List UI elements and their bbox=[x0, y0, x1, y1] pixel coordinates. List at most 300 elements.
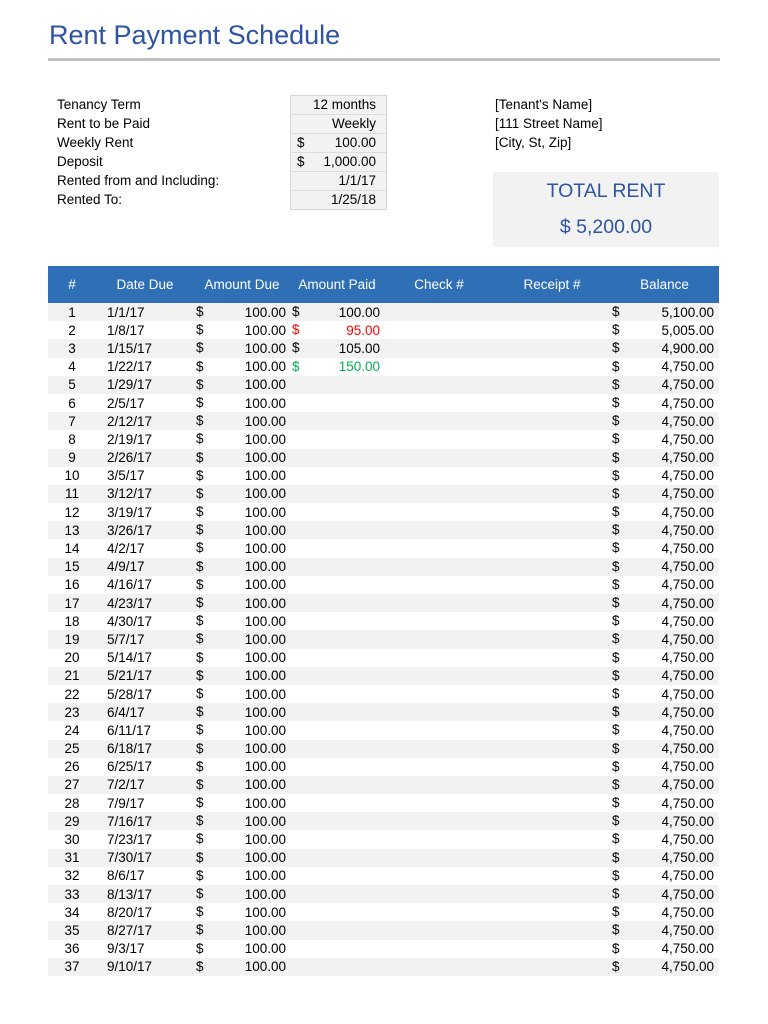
row-number-cell[interactable]: 37 bbox=[48, 958, 96, 976]
currency-symbol: $ bbox=[612, 813, 620, 829]
check-number-cell[interactable] bbox=[384, 776, 494, 794]
check-number-cell[interactable] bbox=[384, 903, 494, 921]
check-number-cell[interactable] bbox=[384, 612, 494, 630]
balance-cell[interactable] bbox=[610, 321, 719, 339]
check-number-cell[interactable] bbox=[384, 758, 494, 776]
amount-paid-cell[interactable] bbox=[290, 812, 384, 830]
receipt-number-cell[interactable] bbox=[494, 339, 610, 357]
balance-cell[interactable] bbox=[610, 830, 719, 848]
amount-paid-cell[interactable] bbox=[290, 849, 384, 867]
date-due-cell[interactable]: 7/30/17 bbox=[96, 849, 194, 867]
currency-symbol: $ bbox=[196, 431, 204, 447]
receipt-number-cell[interactable] bbox=[494, 412, 610, 430]
amount-due-cell[interactable] bbox=[194, 339, 290, 357]
row-number-cell[interactable]: 29 bbox=[48, 812, 96, 830]
currency-symbol: $ bbox=[612, 867, 620, 883]
deposit-cell[interactable] bbox=[291, 153, 386, 172]
weekly-rent-cell[interactable] bbox=[291, 134, 386, 153]
amount-paid-cell[interactable] bbox=[290, 412, 384, 430]
check-number-cell[interactable] bbox=[384, 849, 494, 867]
receipt-number-cell[interactable] bbox=[494, 539, 610, 557]
amount-due-value: 100.00 bbox=[244, 504, 286, 520]
check-number-cell[interactable] bbox=[384, 740, 494, 758]
row-number-cell[interactable]: 32 bbox=[48, 867, 96, 885]
amount-paid-cell[interactable] bbox=[290, 867, 384, 885]
balance-cell[interactable] bbox=[610, 412, 719, 430]
balance-cell[interactable] bbox=[610, 430, 719, 448]
check-number-cell[interactable] bbox=[384, 376, 494, 394]
date-due-cell[interactable]: 8/27/17 bbox=[96, 921, 194, 939]
receipt-number-cell[interactable] bbox=[494, 940, 610, 958]
amount-due-cell[interactable] bbox=[194, 321, 290, 339]
balance-cell[interactable] bbox=[610, 921, 719, 939]
balance-cell[interactable] bbox=[610, 885, 719, 903]
amount-paid-cell[interactable] bbox=[290, 667, 384, 685]
receipt-number-cell[interactable] bbox=[494, 449, 610, 467]
balance-cell[interactable] bbox=[610, 485, 719, 503]
amount-paid-cell[interactable] bbox=[290, 539, 384, 557]
balance-value: 4,750.00 bbox=[661, 359, 714, 375]
check-number-cell[interactable] bbox=[384, 521, 494, 539]
amount-due-cell[interactable] bbox=[194, 921, 290, 939]
check-number-cell[interactable] bbox=[384, 558, 494, 576]
amount-due-cell[interactable] bbox=[194, 740, 290, 758]
date-due-cell[interactable]: 4/2/17 bbox=[96, 539, 194, 557]
row-number-cell[interactable]: 14 bbox=[48, 539, 96, 557]
amount-paid-cell[interactable] bbox=[290, 303, 384, 321]
amount-due-cell[interactable] bbox=[194, 412, 290, 430]
row-number-cell[interactable]: 12 bbox=[48, 503, 96, 521]
row-number-cell[interactable]: 28 bbox=[48, 794, 96, 812]
row-number-cell[interactable]: 1 bbox=[48, 303, 96, 321]
receipt-number-cell[interactable] bbox=[494, 921, 610, 939]
amount-due-cell[interactable] bbox=[194, 903, 290, 921]
amount-paid-cell[interactable] bbox=[290, 612, 384, 630]
check-number-cell[interactable] bbox=[384, 430, 494, 448]
amount-due-cell[interactable] bbox=[194, 885, 290, 903]
date-due-cell[interactable]: 8/6/17 bbox=[96, 867, 194, 885]
date-due-cell[interactable]: 5/21/17 bbox=[96, 667, 194, 685]
balance-cell[interactable] bbox=[610, 740, 719, 758]
receipt-number-cell[interactable] bbox=[494, 594, 610, 612]
receipt-number-cell[interactable] bbox=[494, 612, 610, 630]
amount-due-cell[interactable] bbox=[194, 776, 290, 794]
date-due-cell[interactable]: 6/11/17 bbox=[96, 721, 194, 739]
amount-due-value: 100.00 bbox=[244, 722, 286, 738]
date-due-cell[interactable]: 7/2/17 bbox=[96, 776, 194, 794]
amount-due-cell[interactable] bbox=[194, 612, 290, 630]
amount-paid-cell[interactable] bbox=[290, 721, 384, 739]
balance-cell[interactable] bbox=[610, 558, 719, 576]
amount-due-cell[interactable] bbox=[194, 303, 290, 321]
tenant-street[interactable]: [111 Street Name] bbox=[495, 116, 603, 131]
amount-due-cell[interactable] bbox=[194, 958, 290, 976]
receipt-number-cell[interactable] bbox=[494, 776, 610, 794]
row-number-cell[interactable]: 5 bbox=[48, 376, 96, 394]
amount-due-cell[interactable] bbox=[194, 794, 290, 812]
receipt-number-cell[interactable] bbox=[494, 849, 610, 867]
amount-due-value: 100.00 bbox=[244, 468, 286, 484]
check-number-cell[interactable] bbox=[384, 449, 494, 467]
date-due-cell[interactable]: 6/18/17 bbox=[96, 740, 194, 758]
receipt-number-cell[interactable] bbox=[494, 358, 610, 376]
receipt-number-cell[interactable] bbox=[494, 721, 610, 739]
row-number-cell[interactable]: 19 bbox=[48, 630, 96, 648]
amount-paid-cell[interactable] bbox=[290, 521, 384, 539]
balance-value: 4,750.00 bbox=[661, 704, 714, 720]
date-due-cell[interactable]: 2/12/17 bbox=[96, 412, 194, 430]
balance-cell[interactable] bbox=[610, 358, 719, 376]
amount-paid-cell[interactable] bbox=[290, 467, 384, 485]
date-due-cell[interactable]: 3/12/17 bbox=[96, 485, 194, 503]
check-number-cell[interactable] bbox=[384, 885, 494, 903]
row-number-cell[interactable]: 17 bbox=[48, 594, 96, 612]
check-number-cell[interactable] bbox=[384, 703, 494, 721]
check-number-cell[interactable] bbox=[384, 667, 494, 685]
receipt-number-cell[interactable] bbox=[494, 903, 610, 921]
receipt-number-cell[interactable] bbox=[494, 867, 610, 885]
receipt-number-cell[interactable] bbox=[494, 576, 610, 594]
amount-due-cell[interactable] bbox=[194, 576, 290, 594]
amount-paid-cell[interactable] bbox=[290, 940, 384, 958]
check-number-cell[interactable] bbox=[384, 812, 494, 830]
amount-due-cell[interactable] bbox=[194, 539, 290, 557]
currency-symbol: $ bbox=[196, 558, 204, 574]
row-number-cell[interactable]: 2 bbox=[48, 321, 96, 339]
check-number-cell[interactable] bbox=[384, 867, 494, 885]
amount-paid-cell[interactable] bbox=[290, 885, 384, 903]
date-due-cell[interactable]: 7/23/17 bbox=[96, 830, 194, 848]
check-number-cell[interactable] bbox=[384, 321, 494, 339]
header-receipt-number[interactable]: Receipt # bbox=[494, 266, 610, 303]
amount-paid-cell[interactable] bbox=[290, 921, 384, 939]
date-due-cell[interactable]: 5/28/17 bbox=[96, 685, 194, 703]
tenant-city[interactable]: [City, St, Zip] bbox=[495, 135, 572, 150]
receipt-number-cell[interactable] bbox=[494, 630, 610, 648]
check-number-cell[interactable] bbox=[384, 576, 494, 594]
receipt-number-cell[interactable] bbox=[494, 667, 610, 685]
amount-paid-cell[interactable] bbox=[290, 649, 384, 667]
balance-cell[interactable] bbox=[610, 649, 719, 667]
check-number-cell[interactable] bbox=[384, 503, 494, 521]
row-number-cell[interactable]: 8 bbox=[48, 430, 96, 448]
check-number-cell[interactable] bbox=[384, 339, 494, 357]
row-number-cell[interactable]: 23 bbox=[48, 703, 96, 721]
row-number-cell[interactable]: 22 bbox=[48, 685, 96, 703]
receipt-number-cell[interactable] bbox=[494, 758, 610, 776]
check-number-cell[interactable] bbox=[384, 467, 494, 485]
row-number-cell[interactable]: 33 bbox=[48, 885, 96, 903]
check-number-cell[interactable] bbox=[384, 830, 494, 848]
check-number-cell[interactable] bbox=[384, 594, 494, 612]
date-due-cell[interactable]: 1/1/17 bbox=[96, 303, 194, 321]
balance-value: 4,750.00 bbox=[661, 486, 714, 502]
row-number-cell[interactable]: 13 bbox=[48, 521, 96, 539]
amount-paid-cell[interactable] bbox=[290, 485, 384, 503]
amount-due-value: 100.00 bbox=[244, 904, 286, 920]
row-number-cell[interactable]: 15 bbox=[48, 558, 96, 576]
amount-paid-cell[interactable] bbox=[290, 358, 384, 376]
check-number-cell[interactable] bbox=[384, 485, 494, 503]
date-due-cell[interactable]: 6/25/17 bbox=[96, 758, 194, 776]
amount-due-cell[interactable] bbox=[194, 467, 290, 485]
row-number-cell[interactable]: 6 bbox=[48, 394, 96, 412]
amount-due-value: 100.00 bbox=[244, 322, 286, 338]
header-amount-due[interactable]: Amount Due bbox=[194, 266, 290, 303]
date-due-cell[interactable]: 8/13/17 bbox=[96, 885, 194, 903]
check-number-cell[interactable] bbox=[384, 303, 494, 321]
receipt-number-cell[interactable] bbox=[494, 467, 610, 485]
date-due-cell[interactable]: 1/8/17 bbox=[96, 321, 194, 339]
check-number-cell[interactable] bbox=[384, 394, 494, 412]
amount-paid-cell[interactable] bbox=[290, 321, 384, 339]
balance-cell[interactable] bbox=[610, 903, 719, 921]
date-due-cell[interactable]: 7/9/17 bbox=[96, 794, 194, 812]
check-number-cell[interactable] bbox=[384, 921, 494, 939]
balance-cell[interactable] bbox=[610, 685, 719, 703]
row-number-cell[interactable]: 4 bbox=[48, 358, 96, 376]
check-number-cell[interactable] bbox=[384, 794, 494, 812]
tenant-name[interactable]: [Tenant's Name] bbox=[495, 97, 593, 112]
amount-paid-cell[interactable] bbox=[290, 576, 384, 594]
balance-cell[interactable] bbox=[610, 812, 719, 830]
balance-cell[interactable] bbox=[610, 467, 719, 485]
date-due-cell[interactable]: 3/5/17 bbox=[96, 467, 194, 485]
date-due-cell[interactable]: 7/16/17 bbox=[96, 812, 194, 830]
currency-symbol: $ bbox=[612, 613, 620, 629]
amount-paid-cell[interactable] bbox=[290, 630, 384, 648]
amount-paid-cell[interactable] bbox=[290, 794, 384, 812]
receipt-number-cell[interactable] bbox=[494, 394, 610, 412]
amount-paid-cell[interactable] bbox=[290, 830, 384, 848]
currency-symbol: $ bbox=[196, 631, 204, 647]
balance-cell[interactable] bbox=[610, 849, 719, 867]
date-due-cell[interactable]: 1/22/17 bbox=[96, 358, 194, 376]
amount-paid-cell[interactable] bbox=[290, 394, 384, 412]
amount-due-cell[interactable] bbox=[194, 667, 290, 685]
date-due-cell[interactable]: 2/19/17 bbox=[96, 430, 194, 448]
date-due-cell[interactable]: 9/10/17 bbox=[96, 958, 194, 976]
amount-due-cell[interactable] bbox=[194, 485, 290, 503]
receipt-number-cell[interactable] bbox=[494, 303, 610, 321]
receipt-number-cell[interactable] bbox=[494, 740, 610, 758]
rented-to-cell[interactable] bbox=[291, 191, 386, 209]
table-row bbox=[48, 539, 719, 557]
amount-paid-cell[interactable] bbox=[290, 740, 384, 758]
row-number-cell[interactable]: 21 bbox=[48, 667, 96, 685]
table-row bbox=[48, 339, 719, 357]
amount-due-cell[interactable] bbox=[194, 449, 290, 467]
date-due-cell[interactable]: 4/30/17 bbox=[96, 612, 194, 630]
amount-due-cell[interactable] bbox=[194, 721, 290, 739]
amount-due-cell[interactable] bbox=[194, 358, 290, 376]
amount-paid-cell[interactable] bbox=[290, 558, 384, 576]
rent-frequency-cell[interactable] bbox=[291, 115, 386, 134]
currency-symbol: $ bbox=[612, 667, 620, 683]
row-number-cell[interactable]: 27 bbox=[48, 776, 96, 794]
row-number-cell[interactable]: 24 bbox=[48, 721, 96, 739]
header-check-number[interactable]: Check # bbox=[384, 266, 494, 303]
amount-due-cell[interactable] bbox=[194, 867, 290, 885]
amount-paid-cell[interactable] bbox=[290, 958, 384, 976]
check-number-cell[interactable] bbox=[384, 539, 494, 557]
row-number-cell[interactable]: 26 bbox=[48, 758, 96, 776]
balance-cell[interactable] bbox=[610, 958, 719, 976]
check-number-cell[interactable] bbox=[384, 649, 494, 667]
amount-due-cell[interactable] bbox=[194, 558, 290, 576]
receipt-number-cell[interactable] bbox=[494, 521, 610, 539]
row-number-cell[interactable]: 34 bbox=[48, 903, 96, 921]
balance-cell[interactable] bbox=[610, 594, 719, 612]
amount-due-cell[interactable] bbox=[194, 521, 290, 539]
date-due-cell[interactable]: 5/14/17 bbox=[96, 649, 194, 667]
header-number[interactable]: # bbox=[48, 266, 96, 303]
balance-cell[interactable] bbox=[610, 394, 719, 412]
receipt-number-cell[interactable] bbox=[494, 503, 610, 521]
amount-paid-cell[interactable] bbox=[290, 449, 384, 467]
receipt-number-cell[interactable] bbox=[494, 885, 610, 903]
row-number-cell[interactable]: 16 bbox=[48, 576, 96, 594]
check-number-cell[interactable] bbox=[384, 721, 494, 739]
row-number-cell[interactable]: 9 bbox=[48, 449, 96, 467]
check-number-cell[interactable] bbox=[384, 940, 494, 958]
amount-paid-cell[interactable] bbox=[290, 758, 384, 776]
balance-cell[interactable] bbox=[610, 576, 719, 594]
amount-due-cell[interactable] bbox=[194, 503, 290, 521]
row-number-cell[interactable]: 30 bbox=[48, 830, 96, 848]
date-due-cell[interactable]: 1/15/17 bbox=[96, 339, 194, 357]
date-due-cell[interactable]: 2/5/17 bbox=[96, 394, 194, 412]
amount-due-cell[interactable] bbox=[194, 649, 290, 667]
balance-cell[interactable] bbox=[610, 630, 719, 648]
receipt-number-cell[interactable] bbox=[494, 812, 610, 830]
receipt-number-cell[interactable] bbox=[494, 958, 610, 976]
receipt-number-cell[interactable] bbox=[494, 430, 610, 448]
table-row bbox=[48, 849, 719, 867]
amount-paid-cell[interactable] bbox=[290, 376, 384, 394]
header-balance[interactable]: Balance bbox=[610, 266, 719, 303]
header-date-due[interactable]: Date Due bbox=[96, 266, 194, 303]
amount-due-cell[interactable] bbox=[194, 830, 290, 848]
balance-cell[interactable] bbox=[610, 303, 719, 321]
row-number-cell[interactable]: 31 bbox=[48, 849, 96, 867]
balance-cell[interactable] bbox=[610, 376, 719, 394]
receipt-number-cell[interactable] bbox=[494, 376, 610, 394]
check-number-cell[interactable] bbox=[384, 412, 494, 430]
amount-due-cell[interactable] bbox=[194, 594, 290, 612]
row-number-cell[interactable]: 35 bbox=[48, 921, 96, 939]
amount-paid-cell[interactable] bbox=[290, 776, 384, 794]
receipt-number-cell[interactable] bbox=[494, 321, 610, 339]
balance-cell[interactable] bbox=[610, 940, 719, 958]
amount-due-value: 100.00 bbox=[244, 431, 286, 447]
row-number-cell[interactable]: 25 bbox=[48, 740, 96, 758]
amount-due-value: 100.00 bbox=[244, 922, 286, 938]
amount-due-cell[interactable] bbox=[194, 376, 290, 394]
balance-value: 4,750.00 bbox=[661, 922, 714, 938]
balance-cell[interactable] bbox=[610, 503, 719, 521]
row-number-cell[interactable]: 18 bbox=[48, 612, 96, 630]
receipt-number-cell[interactable] bbox=[494, 649, 610, 667]
balance-cell[interactable] bbox=[610, 339, 719, 357]
row-number-cell[interactable]: 36 bbox=[48, 940, 96, 958]
amount-due-cell[interactable] bbox=[194, 758, 290, 776]
date-due-cell[interactable]: 2/26/17 bbox=[96, 449, 194, 467]
amount-paid-cell[interactable] bbox=[290, 339, 384, 357]
date-due-cell[interactable]: 5/7/17 bbox=[96, 630, 194, 648]
receipt-number-cell[interactable] bbox=[494, 685, 610, 703]
balance-cell[interactable] bbox=[610, 721, 719, 739]
date-due-cell[interactable]: 4/16/17 bbox=[96, 576, 194, 594]
amount-due-cell[interactable] bbox=[194, 940, 290, 958]
table-row bbox=[48, 794, 719, 812]
amount-due-cell[interactable] bbox=[194, 703, 290, 721]
amount-due-cell[interactable] bbox=[194, 430, 290, 448]
amount-paid-cell[interactable] bbox=[290, 503, 384, 521]
balance-cell[interactable] bbox=[610, 867, 719, 885]
amount-paid-cell[interactable] bbox=[290, 594, 384, 612]
receipt-number-cell[interactable] bbox=[494, 558, 610, 576]
receipt-number-cell[interactable] bbox=[494, 830, 610, 848]
amount-due-cell[interactable] bbox=[194, 685, 290, 703]
table-row bbox=[48, 449, 719, 467]
amount-due-cell[interactable] bbox=[194, 630, 290, 648]
row-number-cell[interactable]: 11 bbox=[48, 485, 96, 503]
date-due-cell[interactable]: 4/9/17 bbox=[96, 558, 194, 576]
balance-cell[interactable] bbox=[610, 776, 719, 794]
check-number-cell[interactable] bbox=[384, 358, 494, 376]
header-amount-paid[interactable]: Amount Paid bbox=[290, 266, 384, 303]
check-number-cell[interactable] bbox=[384, 685, 494, 703]
balance-cell[interactable] bbox=[610, 539, 719, 557]
date-due-cell[interactable]: 9/3/17 bbox=[96, 940, 194, 958]
receipt-number-cell[interactable] bbox=[494, 485, 610, 503]
date-due-cell[interactable]: 8/20/17 bbox=[96, 903, 194, 921]
currency-symbol: $ bbox=[196, 613, 204, 629]
row-number-cell[interactable]: 3 bbox=[48, 339, 96, 357]
amount-paid-cell[interactable] bbox=[290, 903, 384, 921]
check-number-cell[interactable] bbox=[384, 958, 494, 976]
date-due-cell[interactable]: 4/23/17 bbox=[96, 594, 194, 612]
amount-due-cell[interactable] bbox=[194, 394, 290, 412]
balance-cell[interactable] bbox=[610, 794, 719, 812]
date-due-cell[interactable]: 3/26/17 bbox=[96, 521, 194, 539]
receipt-number-cell[interactable] bbox=[494, 703, 610, 721]
row-number-cell[interactable]: 20 bbox=[48, 649, 96, 667]
balance-cell[interactable] bbox=[610, 667, 719, 685]
date-due-cell[interactable]: 1/29/17 bbox=[96, 376, 194, 394]
receipt-number-cell[interactable] bbox=[494, 794, 610, 812]
balance-cell[interactable] bbox=[610, 703, 719, 721]
balance-cell[interactable] bbox=[610, 612, 719, 630]
rented-from-cell[interactable] bbox=[291, 172, 386, 191]
balance-cell[interactable] bbox=[610, 521, 719, 539]
balance-cell[interactable] bbox=[610, 449, 719, 467]
row-number-cell[interactable]: 7 bbox=[48, 412, 96, 430]
amount-due-value: 100.00 bbox=[244, 377, 286, 393]
date-due-cell[interactable]: 6/4/17 bbox=[96, 703, 194, 721]
tenancy-term-cell[interactable] bbox=[291, 96, 386, 115]
amount-paid-cell[interactable] bbox=[290, 703, 384, 721]
check-number-cell[interactable] bbox=[384, 630, 494, 648]
amount-due-cell[interactable] bbox=[194, 849, 290, 867]
balance-cell[interactable] bbox=[610, 758, 719, 776]
row-number-cell[interactable]: 10 bbox=[48, 467, 96, 485]
amount-paid-cell[interactable] bbox=[290, 430, 384, 448]
date-due-cell[interactable]: 3/19/17 bbox=[96, 503, 194, 521]
amount-paid-cell[interactable] bbox=[290, 685, 384, 703]
amount-due-cell[interactable] bbox=[194, 812, 290, 830]
